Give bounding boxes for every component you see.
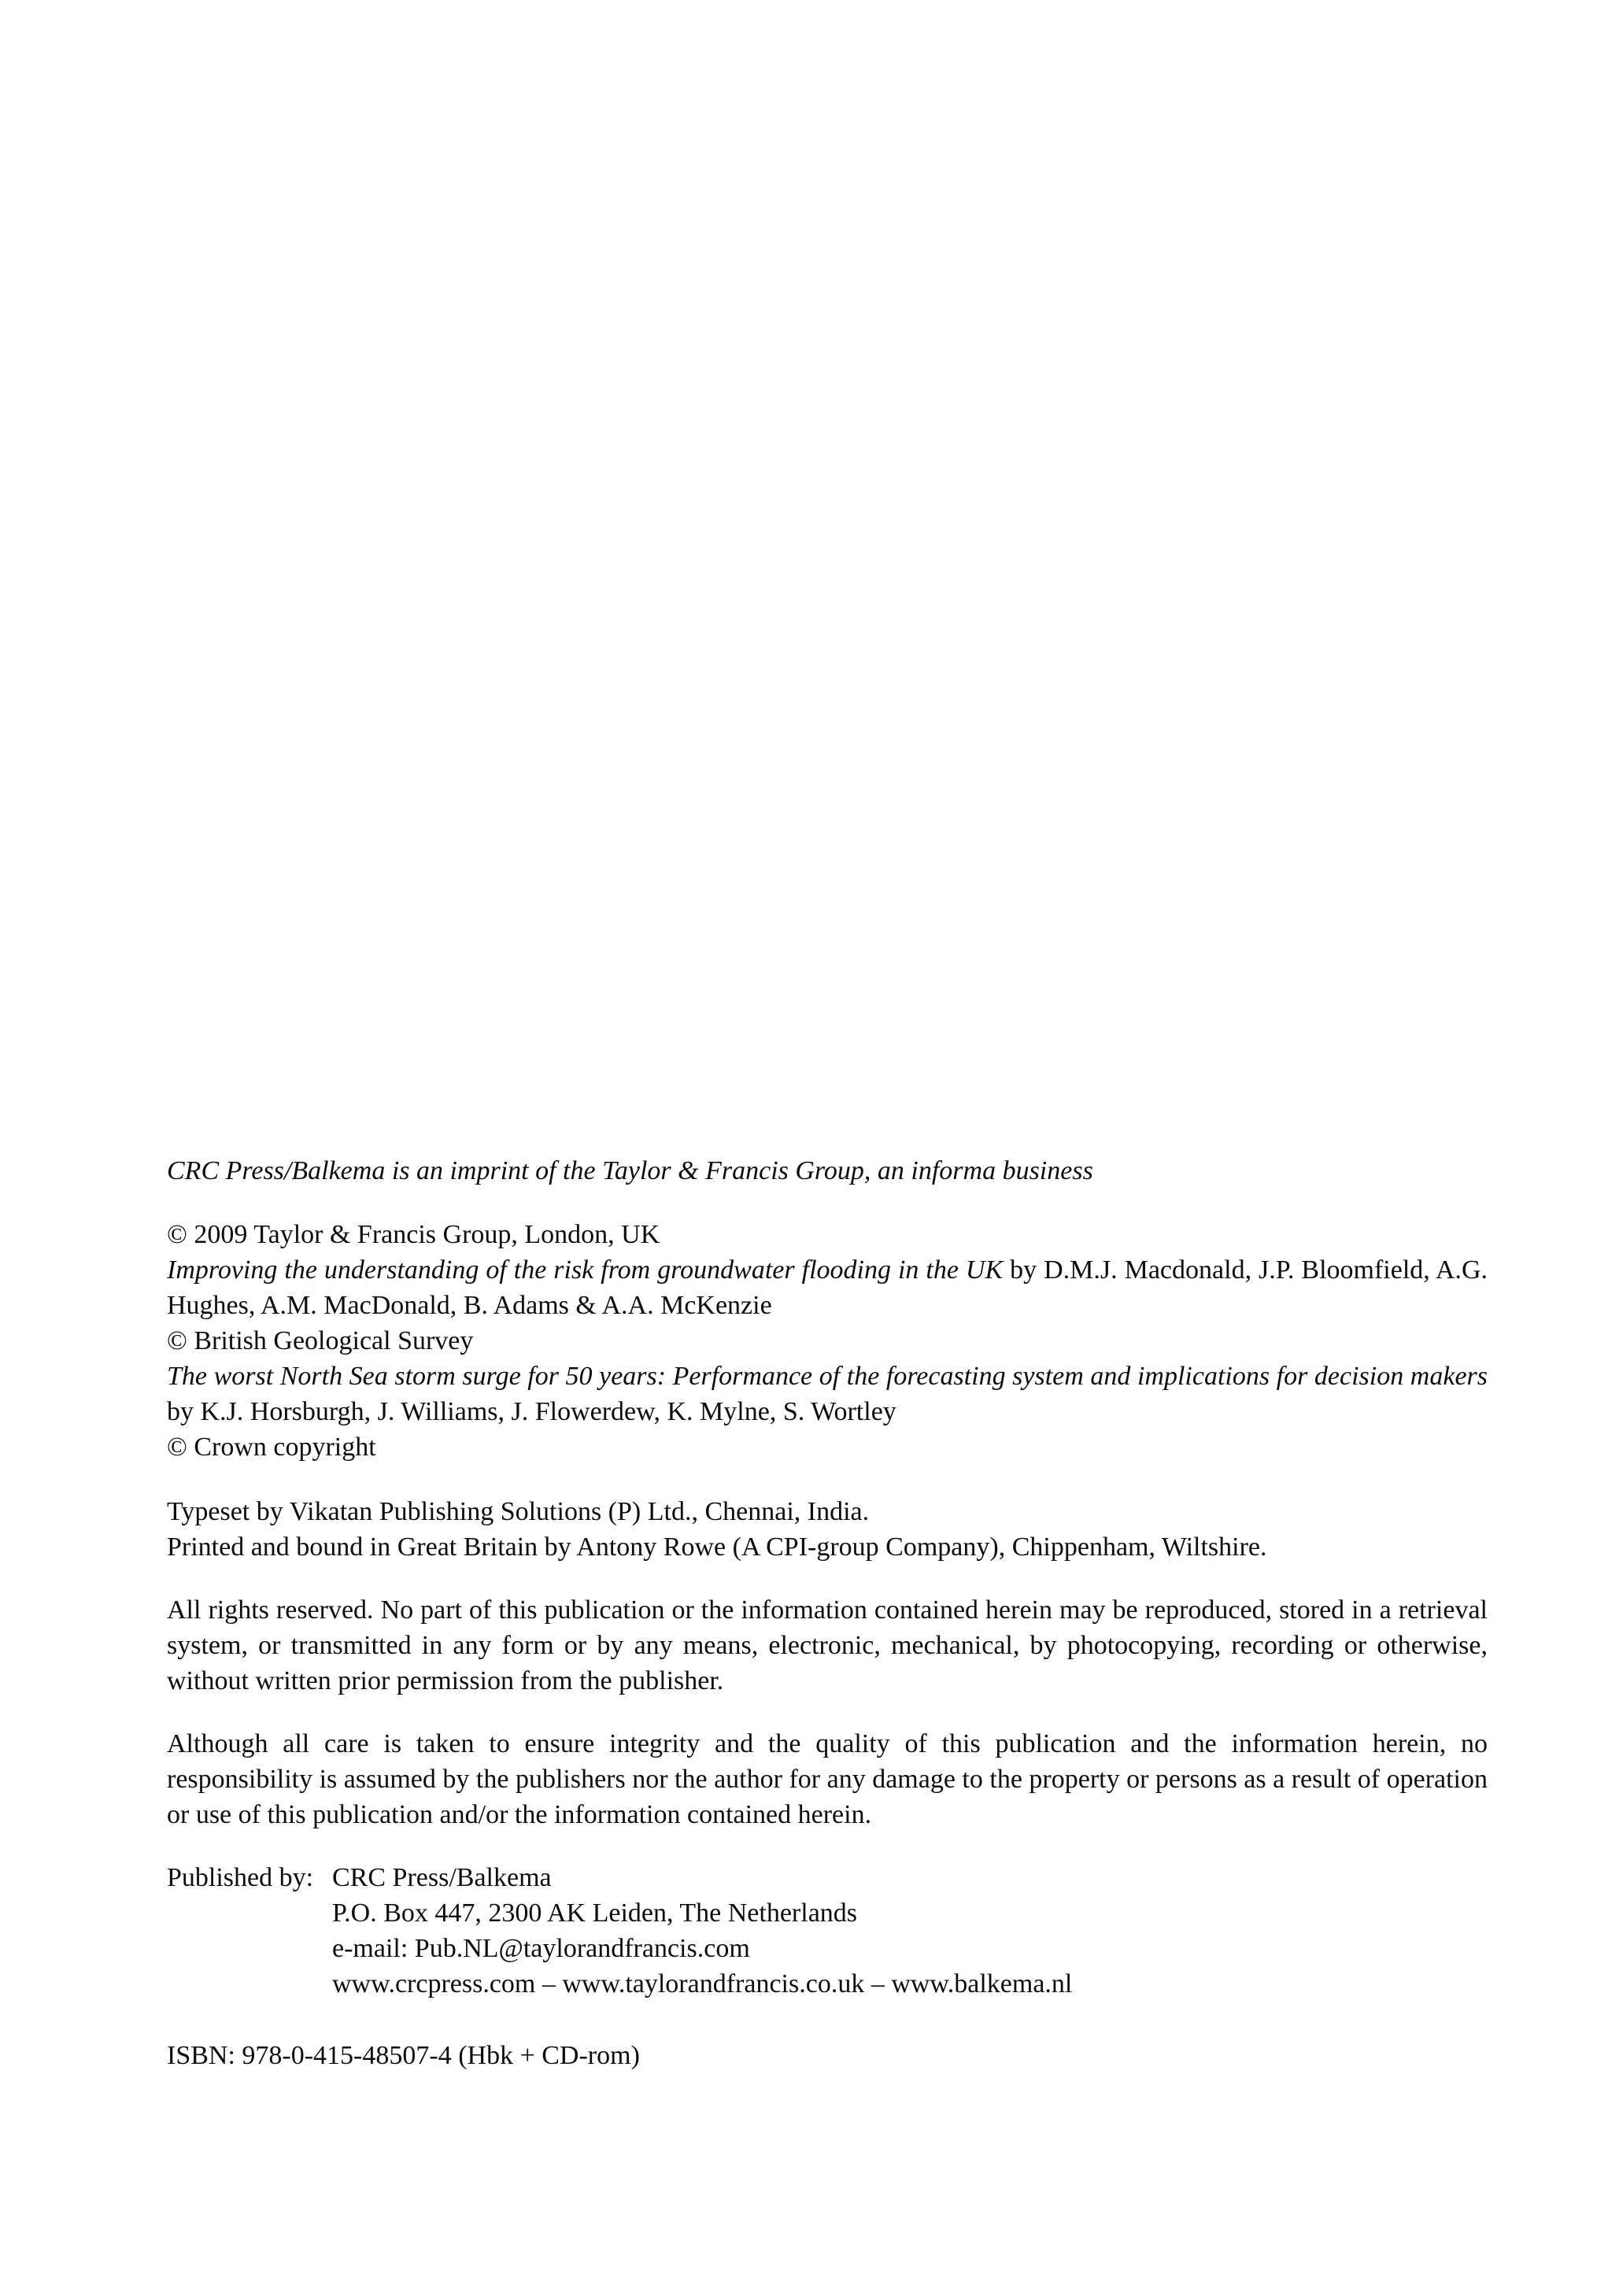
disclaimer-paragraph: Although all care is taken to ensure integrity and the quality of this publication and the information herein, no responsibility is assumed by the publishers nor the author for any damage to the property or persons as a result of operation or use of this publication and/or the information contained herein. — [167, 1729, 1488, 1829]
isbn-line: ISBN: 978-0-415-48507-4 (Hbk + CD-rom) — [167, 2041, 640, 2070]
paper2-credit — [167, 1359, 1488, 1429]
production-block — [167, 1494, 1488, 1565]
publisher-email: e-mail: Pub.NL@taylorandfrancis.com — [332, 1934, 750, 1963]
publisher-address: P.O. Box 447, 2300 AK Leiden, The Netherlands — [332, 1899, 858, 1928]
rights-paragraph: All rights reserved. No part of this publication or the information contained herein may be reproduced, stored in a retrieval system, or transmitted in any form or by any means, electronic, mechanical, by photocopying, recording or otherwise, without written prior permission from the publisher. — [167, 1595, 1488, 1695]
copyright-taylor-francis: © 2009 Taylor & Francis Group, London, UK — [167, 1220, 660, 1249]
printed-line: Printed and bound in Great Britain by Antony Rowe (A CPI-group Company), Chippenham, Wiltshire. — [167, 1533, 1267, 1562]
paper1-credit — [167, 1252, 1488, 1323]
paper2-title: The worst North Sea storm surge for 50 years: Performance of the forecasting system and implications for decision makers — [167, 1362, 1488, 1391]
paper1-title: Improving the understanding of the risk from groundwater flooding in the UK — [167, 1255, 1004, 1285]
publisher-label: Published by: — [167, 1863, 314, 1892]
typeset-line: Typeset by Vikatan Publishing Solutions (P) Ltd., Chennai, India. — [167, 1497, 870, 1526]
copyright-crown: © Crown copyright — [167, 1433, 376, 1462]
copyright-block — [167, 1217, 1488, 1465]
copyright-page-content — [167, 1153, 1488, 2073]
paper2-authors: by K.J. Horsburgh, J. Williams, J. Flowerdew, K. Mylne, S. Wortley — [167, 1397, 896, 1426]
publisher-websites: www.crcpress.com – www.taylorandfrancis.co.uk – www.balkema.nl — [332, 1969, 1073, 1998]
publisher-name-line — [167, 1860, 1488, 1895]
publisher-name: CRC Press/Balkema — [332, 1863, 552, 1892]
imprint-statement: CRC Press/Balkema is an imprint of the Taylor & Francis Group, an informa business — [167, 1156, 1093, 1185]
paper1-authors: by D.M.J. Macdonald, J.P. Bloomfield, A.G. Hughes, A.M. MacDonald, B. Adams & A.A. McKenzie — [167, 1255, 1488, 1320]
copyright-bgs: © British Geological Survey — [167, 1326, 474, 1355]
publisher-block — [167, 1860, 1488, 2002]
